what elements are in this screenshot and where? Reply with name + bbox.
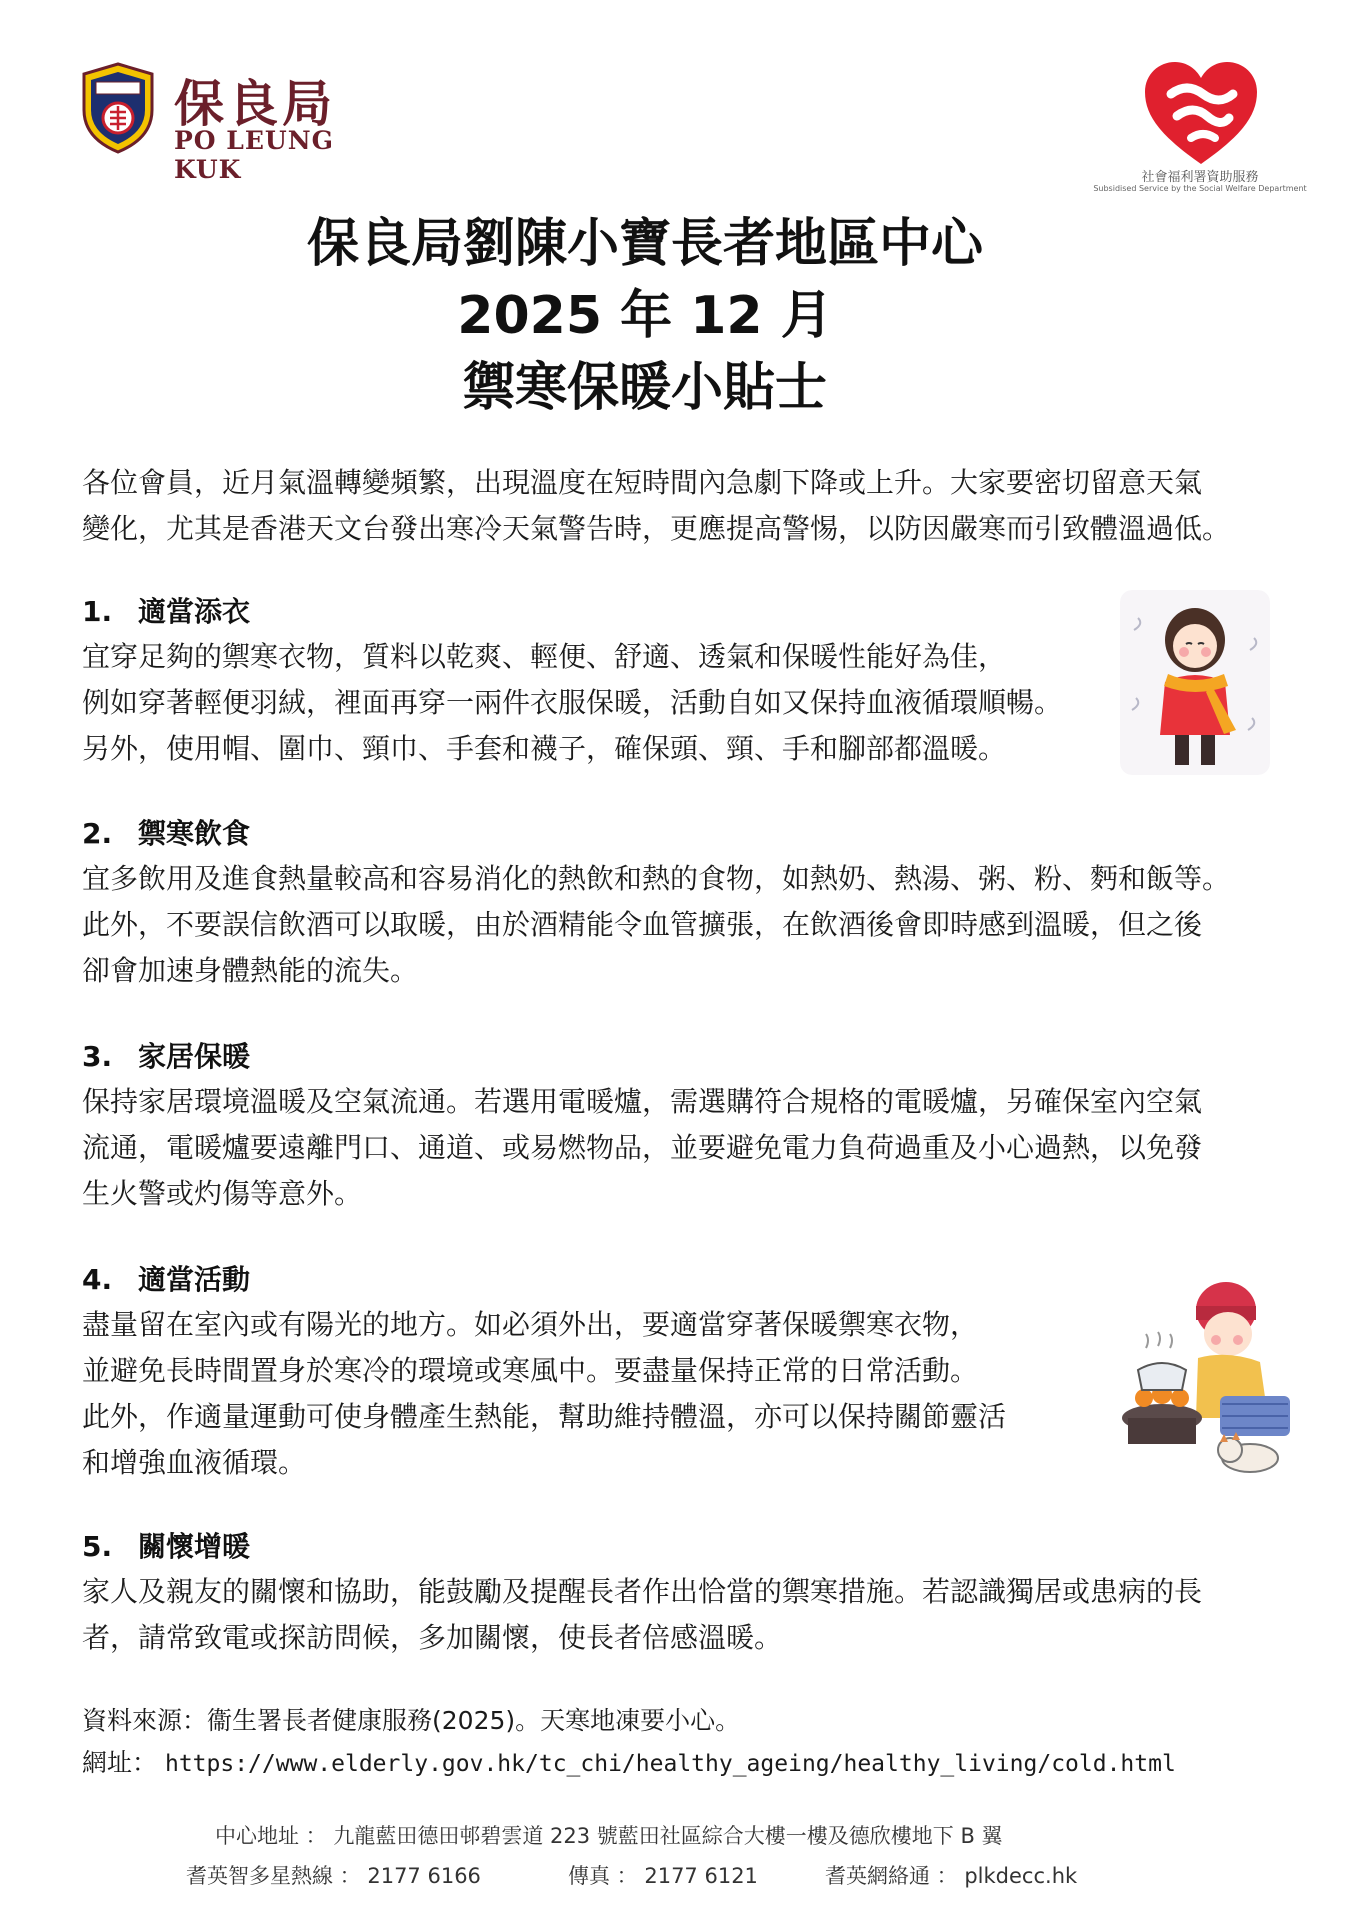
footer-address: 中心地址 ： 九龍藍田德田邨碧雲道 223 號藍田社區綜合大樓一樓及德欣樓地下 B 翼: [215, 1824, 1003, 1848]
source-url-link[interactable]: https://www.elderly.gov.hk/tc_chi/healthy_ageing/healthy_living/cold.html: [164, 1751, 1176, 1777]
po-leung-kuk-logo: [78, 60, 358, 184]
source-block: [82, 1700, 1282, 1785]
body-line: 此外，作適量運動可使身體產生熱能，幫助維持體溫，亦可以保持關節靈活: [82, 1400, 1007, 1433]
section-title: 適當添衣: [138, 595, 251, 628]
section-title: 家居保暖: [138, 1040, 251, 1073]
heart-icon: [1141, 60, 1261, 168]
section-body: [82, 1569, 1282, 1661]
footer-website[interactable]: 耆英網絡通 ： plkdecc.hk: [825, 1864, 1078, 1888]
org-name-en: PO LEUNG KUK: [174, 126, 334, 184]
body-line: 者，請常致電或探訪問候，多加關懷，使長者倍感溫暖。: [82, 1621, 783, 1654]
body-line: 並避免長時間置身於寒冷的環境或寒風中。要盡量保持正常的日常活動。: [82, 1354, 979, 1387]
swd-label-zh: 社會福利署資助服務: [1141, 170, 1259, 185]
body-line: 宜多飲用及進食熱量較高和容易消化的熱飲和熱的食物，如熱奶、熱湯、粥、粉、麪和飯等。: [82, 862, 1231, 895]
body-line: 另外，使用帽、圍巾、頸巾、手套和襪子，確保頭、頸、手和腳部都溫暖。: [82, 732, 1007, 765]
intro-paragraph: [82, 460, 1282, 552]
warm-indoors-illustration: [1100, 1258, 1300, 1478]
body-line: 流通，電暖爐要遠離門口、通道、或易燃物品，並要避免電力負荷過重及小心過熱，以免發: [82, 1131, 1203, 1164]
body-line: 生火警或灼傷等意外。: [82, 1177, 363, 1210]
body-line: 此外，不要誤信飲酒可以取暖，由於酒精能令血管擴張，在飲酒後會即時感到溫暖，但之後: [82, 908, 1203, 941]
cold-person-illustration: [1120, 590, 1270, 775]
section-heading: [82, 590, 1282, 634]
title-centre-name: 保良局劉陳小寶長者地區中心: [306, 214, 983, 274]
body-line: 保持家居環境溫暖及空氣流通。若選用電暖爐，需選購符合規格的電暖爐，另確保室內空氣: [82, 1085, 1203, 1118]
section-3: [82, 1035, 1282, 1217]
document-title: [0, 208, 1290, 424]
body-line: 盡量留在室內或有陽光的地方。如必須外出，要適當穿著保暖禦寒衣物，: [82, 1308, 979, 1341]
swd-logo: [1085, 60, 1315, 195]
section-2: [82, 812, 1282, 994]
swd-label-en: Subsidised Service by the Social Welfare Department: [1093, 184, 1307, 193]
section-title: 適當活動: [138, 1263, 251, 1296]
intro-line: 變化，尤其是香港天文台發出寒冷天氣警告時，更應提高警惕，以防因嚴寒而引致體溫過低。: [82, 512, 1231, 545]
section-1: [82, 590, 1282, 772]
body-line: 例如穿著輕便羽絨，裡面再穿一兩件衣服保暖，活動自如又保持血液循環順暢。: [82, 686, 1063, 719]
footer-fax: 傳真 ： 2177 6121: [568, 1864, 758, 1888]
source-citation: 資料來源：衞生署長者健康服務(2025)。天寒地凍要小心。: [82, 1706, 741, 1735]
title-date: 2025 年 12 月: [457, 286, 833, 346]
intro-line: 各位會員，近月氣溫轉變頻繁，出現溫度在短時間內急劇下降或上升。大家要密切留意天氣: [82, 466, 1203, 499]
section-heading: [82, 812, 1282, 856]
section-number: 5.: [82, 1530, 113, 1563]
section-title: 關懷增暖: [138, 1530, 251, 1563]
title-topic: 禦寒保暖小貼士: [462, 358, 827, 418]
section-number: 3.: [82, 1040, 113, 1073]
plk-crest-icon: [78, 60, 158, 155]
section-heading: [82, 1525, 1282, 1569]
section-number: 4.: [82, 1263, 113, 1296]
source-url-row: [82, 1742, 1282, 1785]
org-name-zh: 保良局: [174, 74, 336, 133]
body-line: 卻會加速身體熱能的流失。: [82, 954, 419, 987]
body-line: 和增強血液循環。: [82, 1446, 307, 1479]
body-line: 宜穿足夠的禦寒衣物，質料以乾爽、輕便、舒適、透氣和保暖性能好為佳，: [82, 640, 1007, 673]
section-body: [82, 1079, 1282, 1217]
section-heading: [82, 1035, 1282, 1079]
section-5: [82, 1525, 1282, 1661]
section-title: 禦寒飲食: [138, 817, 251, 850]
body-line: 家人及親友的關懷和協助，能鼓勵及提醒長者作出恰當的禦寒措施。若認識獨居或患病的長: [82, 1575, 1203, 1608]
section-body: [82, 634, 1282, 772]
source-url-label: 網址：: [82, 1748, 158, 1777]
section-number: 1.: [82, 595, 113, 628]
footer-hotline: 耆英智多星熱線 ： 2177 6166: [186, 1864, 481, 1888]
section-number: 2.: [82, 817, 113, 850]
section-body: [82, 856, 1282, 994]
